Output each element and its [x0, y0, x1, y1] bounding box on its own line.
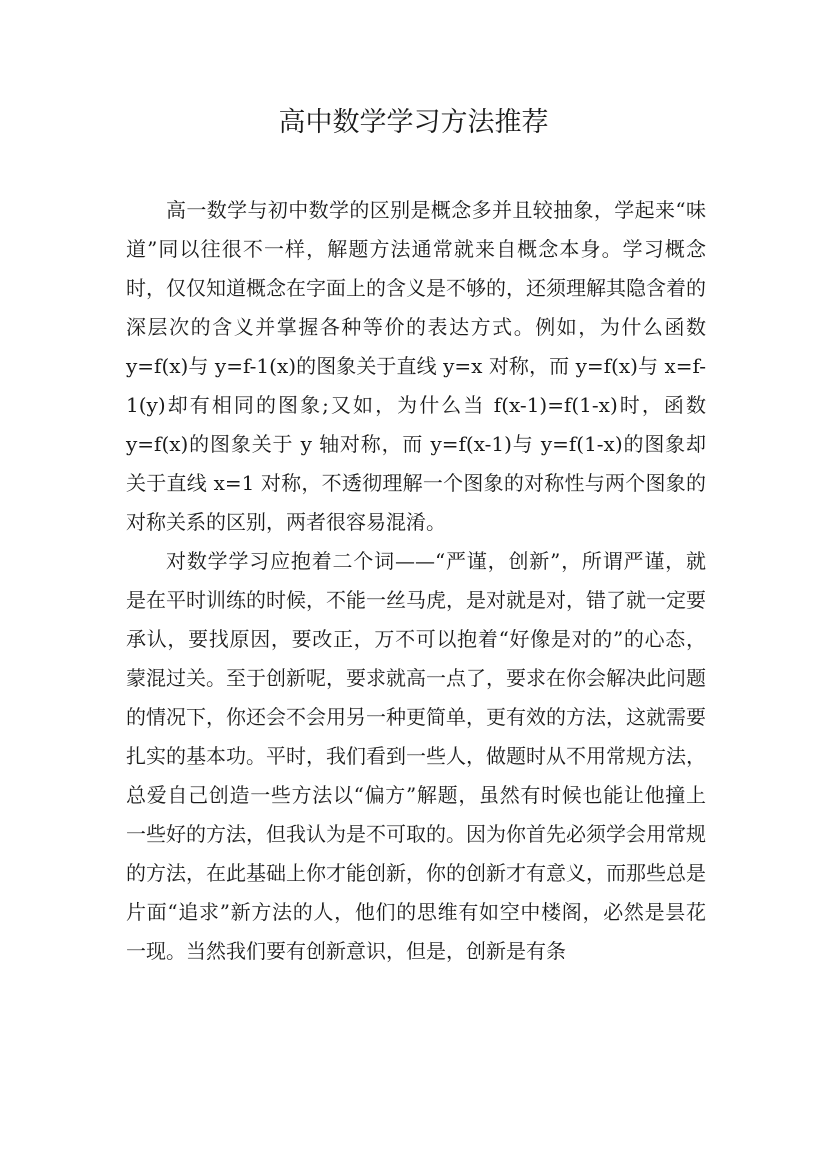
document-body: [126, 191, 706, 971]
paragraph-2: 对数学学习应抱着二个词——“严谨，创新”，所谓严谨，就是在平时训练的时候，不能一丝马虎，是对就是对，错了就一定要承认，要找原因，要改正，万不可以抱着“好像是对的”的心态，蒙混过关。至于创新呢，要求就高一点了，要求在你会解决此问题的情况下，你还会不会用另一种更简单，更有效的方法，这就需要扎实的基本功。平时，我们看到一些人，做题时从不用常规方法，总爱自己创造一些方法以“偏方”解题，虽然有时候也能让他撞上一些好的方法，但我认为是不可取的。因为你首先必须学会用常规的方法，在此基础上你才能创新，你的创新才有意义，而那些总是片面“追求”新方法的人，他们的思维有如空中楼阁，必然是昙花一现。当然我们要有创新意识，但是，创新是有条: [126, 549, 706, 963]
paragraph-1: 高一数学与初中数学的区别是概念多并且较抽象，学起来“味道”同以往很不一样，解题方法通常就来自概念本身。学习概念时，仅仅知道概念在字面上的含义是不够的，还须理解其隐含着的深层次的含义并掌握各种等价的表达方式。例如，为什么函数 y=f(x)与 y=f-1(x)的图象关于直线 y=x 对称，而 y=f(x)与 x=f-1(y)却有相同的图象;又如，为什么当 f(x-1)=f(1-x)时，函数 y=f(x)的图象关于 y 轴对称，而 y=f(x-1)与 y=f(1-x)的图象却关于直线 x=1 对称，不透彻理解一个图象的对称性与两个图象的对称关系的区别，两者很容易混淆。: [126, 198, 706, 534]
document-title: 高中数学学习方法推荐: [278, 107, 549, 138]
